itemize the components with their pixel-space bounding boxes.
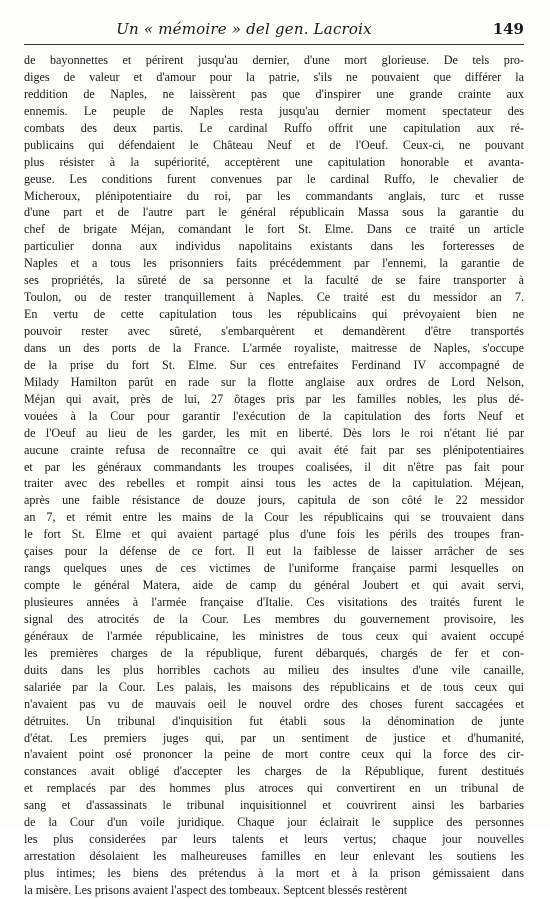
text-line: salariée par la Cour. Les palais, les maisons des républicains et de tous ceux qui	[24, 679, 524, 694]
text-line: d'état. Les premiers juges qui, par un sentiment de justice et d'humanité,	[24, 730, 524, 745]
text-line: reddition de Naples, ne laissèrent pas que d'inspirer une grande crainte aux	[24, 86, 524, 101]
text-line: les premières charges de la république, furent débarqués, chargés de fer et con-	[24, 645, 524, 660]
text-line: arrestation désolaient les malheureuses familles en leur enlevant les soutiens les	[24, 849, 524, 864]
text-line: plusieures années à l'armée française d'Italie. Ces visitations des traités furent le	[24, 595, 524, 609]
text-line: n'avaient point osé prononcer la peine de mort contre ceux qui la force des cir-	[24, 747, 524, 762]
text-line: Milady Hamilton parût en rade sur la flotte anglaise aux ordres de Lord Nelson,	[24, 374, 524, 389]
text-line: de bayonnettes et périrent jusqu'au dernier, d'une mort glorieuse. De tels pro-	[24, 53, 524, 67]
text-line: les plus considerées par leurs talents et leurs vertus; chaque jour nouvelles	[24, 832, 524, 847]
text-line: rangs quelques unes de ces victimes de l'uniforme française parmi lesquelles on	[24, 561, 524, 576]
text-line: dans un des ports de la France. L'armée royaliste, maitresse de Naples, s'occupe	[24, 340, 524, 355]
text-line: traiter avec des rebelles et rompit ainsi tous les actes de la capitulation. Méjean,	[24, 476, 524, 491]
text-line: Méjan qui avait, près de lui, 27 ôtages pris par les familles nobles, les plus dé-	[24, 391, 524, 406]
text-line: signal des atrocités de la Cour. Les membres du gouvernement provisoire, les	[24, 611, 524, 626]
text-line: vouées à la Cour pour garantir l'exécution de la capitulation des forts Neuf et	[24, 408, 524, 423]
text-line: çaises pour la défense de ce fort. Il eut la faiblesse de laisser arrâcher de ses	[24, 544, 524, 559]
text-line: plus intimes; les biens des prétendus à la mort et à la prison gémissaient dans	[24, 866, 524, 880]
text-line: n'avaient pas vu de mauvais oeil le nouvel ordre des choses furent saccagées et	[24, 696, 524, 711]
text-line: Naples et a tous les prisonniers faits précédemment par l'ennemi, la garantie de	[24, 256, 524, 271]
text-line: chef de brigate Méjan, comandant le fort St. Elme. Dans ce traité un article	[24, 222, 524, 237]
text-line: compte le général Matera, aide de camp du général Joubert et qui avait servi,	[24, 578, 524, 593]
text-line: ses propriétés, la sûreté de sa personne et la faculté de se faire transporter à	[24, 273, 524, 288]
text-line: geuse. Les conditions furent convenues par le cardinal Ruffo, le chevalier de	[24, 171, 524, 186]
text-line: de la prise du fort St. Elme. Sur ces entrefaites Ferdinand IV accompagné de	[24, 357, 524, 372]
text-line: d'une part et de l'autre part le général républicain Massa sous la garantie du	[24, 205, 524, 220]
text-line: généraux de l'armée républicaine, les ministres de tous ceux qui avaient occupé	[24, 628, 524, 643]
text-line: diges de valeur et d'amour pour la patrie, s'ils ne pouvaient que différer la	[24, 69, 524, 84]
text-line: an 7, et rémit entre les mains de la Cour les républicains qui se trouvaient dans	[24, 510, 524, 525]
text-line: Micheroux, plénipotentiaire du roi, par les commandants anglais, turc et russe	[24, 188, 524, 203]
text-line: après une faible résistance de douze jours, capitula de son côté le 22 messidor	[24, 493, 524, 508]
text-line: constances avait obligé d'accepter les charges de la République, furent destitués	[24, 764, 524, 779]
text-line: sang et d'assassinats le tribunal inquisitionnel et couvrirent ainsi les barbaries	[24, 798, 524, 813]
text-line: la misère. Les prisons avaient l'aspect des tombeaux. Septcent blessés restèrent	[24, 882, 408, 897]
text-line: de la Cour d'un voile juridique. Chaque jour éclairait le supplice des personnes	[24, 815, 524, 830]
text-line: publicains qui défendaient le Château Neuf et de l'Oeuf. Ceux-ci, ne pouvant	[24, 137, 524, 152]
text-line: En vertu de cette capitulation tous les républicains qui prévoyaient bien ne	[24, 307, 524, 322]
text-line: le fort St. Elme et qui avaient partagé plus d'une fois les périls des troupes fran-	[24, 527, 524, 542]
text-line: et remplacés par des hommes plus atroces qui convertirent en un tribunal de	[24, 781, 524, 796]
text-line: plus résister à la supériorité, acceptèrent une capitulation honorable et avanta-	[24, 154, 524, 169]
page-header	[24, 14, 524, 45]
text-line: de l'Oeuf au lieu de les garder, les mit en liberté. Dès lors le roi n'étant lié par	[24, 425, 524, 440]
text-line: détruites. Un tribunal d'inquisition fut établi sous la dénomination de junte	[24, 713, 524, 728]
text-line: et par les généraux commandants les troupes coalisées, il dit n'être pas fait pour	[24, 459, 524, 474]
text-line: combats des deux partis. Le cardinal Ruffo offrit une capitulation aux ré-	[24, 120, 524, 135]
text-line: Toulon, ou de rester tranquillement à Naples. Ce traité est du messidor an 7.	[24, 290, 524, 305]
text-line: particulier donna aux individus napolitains existants dans les forteresses de	[24, 239, 524, 254]
text-line: pouvoir rester avec sûreté, s'embarquèrent et demandèrent d'être transportés	[24, 324, 524, 338]
text-line: aucune crainte refusa de reconnaître ce qui avait été fait par ses plénipotentiaires	[24, 442, 524, 457]
running-title: Un « mémoire » del gen. Lacroix	[116, 20, 372, 38]
text-line: duits dans les plus horribles cachots au milieu des insultes d'une vile canaille,	[24, 662, 524, 677]
body-text	[24, 52, 524, 899]
text-line: ennemis. Le peuple de Naples resta jusqu'au dernier moment spectateur des	[24, 103, 524, 118]
page-number: 149	[492, 20, 524, 38]
